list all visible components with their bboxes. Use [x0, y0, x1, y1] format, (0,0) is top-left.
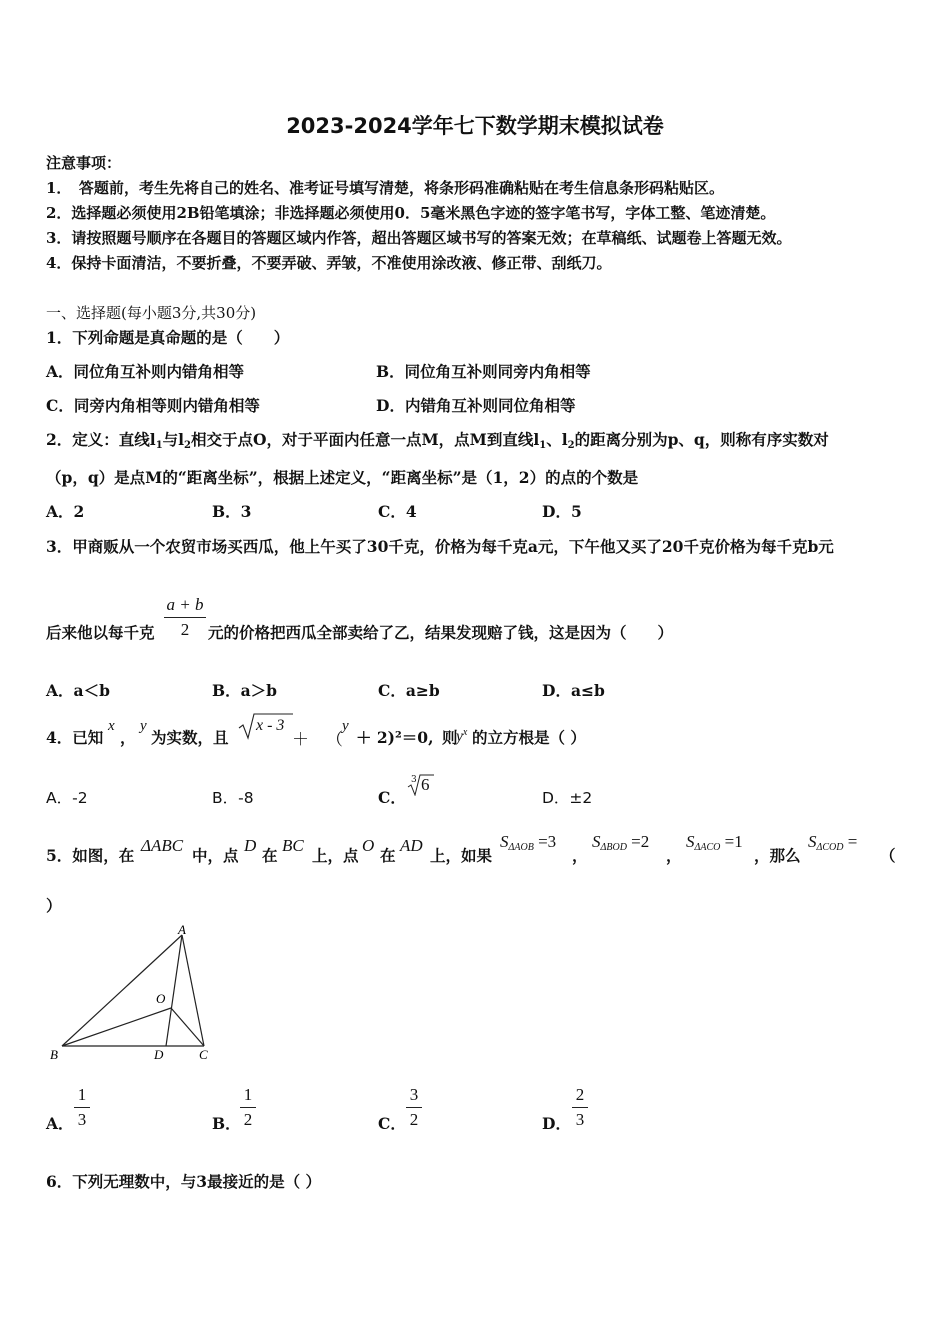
notice-item: 4．保持卡面清洁，不要折叠，不要弄破、弄皱，不准使用涂改液、修正带、刮纸刀。 — [46, 254, 612, 272]
q5-text-c: 在 — [262, 846, 278, 865]
q5-text-g: ，那么 — [754, 846, 801, 865]
label-d: D — [154, 1047, 164, 1062]
q2-text: 与l — [162, 430, 185, 449]
q1-option-d: D．内错角互补则同位角相等 — [376, 396, 576, 415]
fraction-denominator: 3 — [77, 1110, 87, 1129]
segment-oc — [171, 1008, 204, 1046]
fraction-bar — [572, 1107, 588, 1108]
q3-stem-line2b: 元的价格把西瓜全部卖给了乙，结果发现赔了钱，这是因为（ ） — [208, 623, 674, 642]
q5-close-paren: ） — [46, 896, 62, 915]
area-value: =2 — [631, 832, 650, 851]
q5-segment-ad: AD — [400, 836, 423, 855]
q1-option-b: B．同位角互补则同旁内角相等 — [376, 362, 591, 381]
q5-text-f: 上，如果 — [430, 846, 493, 865]
label-b: B — [50, 1047, 58, 1062]
label-c: C — [199, 1047, 208, 1062]
q2-option-a: A．2 — [46, 502, 85, 521]
q4-paren-open: （ — [326, 730, 343, 749]
notice-heading: 注意事项： — [46, 154, 122, 172]
q5-comma: ， — [666, 846, 682, 865]
q5-area-aco — [686, 832, 743, 853]
area-value: =1 — [724, 832, 743, 851]
cube-root-index: 3 — [411, 775, 417, 785]
q2-stem-line2: （p，q）是点M的“距离坐标”，根据上述定义，“距离坐标”是（1，2）的点的个数是 — [46, 468, 639, 487]
area-symbol: S — [592, 832, 601, 851]
q2-sub: 1 — [155, 440, 163, 451]
segment-ad — [166, 935, 182, 1046]
cube-root-body: 6 — [421, 775, 430, 794]
q4-option-b: B．-8 — [212, 789, 254, 807]
q4-sep: ， — [120, 728, 136, 747]
q4-text-a: 4．已知 — [46, 728, 104, 747]
area-symbol: S — [686, 832, 695, 851]
page-title: 2023-2024学年七下数学期末模拟试卷 — [286, 114, 664, 138]
fraction-bar — [240, 1107, 256, 1108]
q2-sub: 1 — [539, 440, 547, 451]
q4-text-b: 为实数，且 — [151, 728, 229, 747]
fraction-denominator: 3 — [575, 1110, 585, 1129]
q4-var-y: y — [140, 718, 147, 734]
fraction-denominator: 2 — [243, 1110, 253, 1129]
segment-ac — [182, 935, 204, 1046]
q4-var-y: y — [342, 718, 349, 734]
q2-option-c: C．4 — [378, 502, 417, 521]
q5-text-b: 中，点 — [192, 846, 239, 865]
q5-option-b-label: B． — [212, 1114, 241, 1133]
q4-option-c-label: C． — [378, 788, 406, 807]
q5-comma: ， — [572, 846, 588, 865]
area-symbol: S — [808, 832, 817, 851]
power-exponent: x — [462, 727, 468, 738]
q4-option-d: D．±2 — [542, 789, 593, 807]
q4-plus: ＋ — [292, 730, 309, 749]
q3-fraction — [164, 594, 206, 641]
notice-item: 1． 答题前，考生先将自己的姓名、准考证号填写清楚，将条形码准确粘贴在考生信息条形码粘贴区。 — [46, 179, 724, 197]
q5-option-c-fraction — [406, 1084, 422, 1131]
q6-stem: 6．下列无理数中，与3最接近的是（ ） — [46, 1172, 321, 1191]
q4-sqrt-body: x - 3 — [256, 717, 285, 734]
q3-option-b: B．a＞b — [212, 681, 277, 700]
fraction-bar — [406, 1107, 422, 1108]
q4-text-c: ＋ 2)²＝0, — [356, 728, 434, 747]
q5-text-e: 在 — [380, 846, 396, 865]
notice-item: 3．请按照题号顺序在各题目的答题区域内作答，超出答题区域书写的答案无效；在草稿纸、试题卷上答题无效。 — [46, 229, 792, 247]
q4-option-a: A．-2 — [46, 789, 88, 807]
q2-text: 相交于点O，对于平面内任意一点M，点M到直线l — [191, 430, 540, 449]
fraction-denominator: 2 — [409, 1110, 419, 1129]
area-value: =3 — [538, 832, 557, 851]
q5-option-b-fraction — [240, 1084, 256, 1131]
q5-option-d-fraction — [572, 1084, 588, 1131]
section-heading: 一、选择题(每小题3分,共30分) — [46, 304, 257, 322]
area-subscript: ΔACO — [694, 842, 721, 853]
q5-area-bod — [592, 832, 649, 853]
q2-option-b: B．3 — [212, 502, 252, 521]
fraction-numerator: a + b — [166, 595, 204, 614]
q4-power — [456, 726, 467, 746]
fraction-bar — [164, 617, 206, 618]
q2-stem-line1 — [46, 428, 829, 451]
q5-area-aob — [500, 832, 556, 853]
label-o: O — [156, 991, 166, 1006]
area-value: = — [847, 832, 858, 851]
q5-option-c-label: C． — [378, 1114, 406, 1133]
q5-text-h: （ — [880, 846, 896, 865]
q3-stem-line2a: 后来他以每千克 — [46, 623, 155, 642]
q2-sub: 2 — [184, 440, 192, 451]
q2-sub: 2 — [567, 440, 575, 451]
q5-text-a: 5．如图，在 — [46, 846, 135, 865]
q4-var-x: x — [108, 718, 115, 734]
area-symbol: S — [500, 832, 509, 851]
q2-text: 2．定义：直线l — [46, 430, 156, 449]
label-a: A — [178, 922, 186, 937]
area-subscript: ΔBOD — [600, 842, 627, 853]
q4-text-e: 的立方根是（ ） — [472, 728, 586, 747]
q3-stem-line1: 3．甲商贩从一个农贸市场买西瓜，他上午买了30千克，价格为每千克a元，下午他又买了20千克价格为每千克b元 — [46, 537, 834, 556]
fraction-numerator: 3 — [409, 1085, 419, 1104]
area-subscript: ΔCOD — [816, 842, 844, 853]
fraction-numerator: 1 — [243, 1085, 253, 1104]
q2-text: 、l — [546, 430, 568, 449]
notice-item: 2．选择题必须使用2B铅笔填涂；非选择题必须使用0．5毫米黑色字迹的签字笔书写，字体工整、笔迹清楚。 — [46, 204, 776, 222]
q3-option-a: A．a＜b — [46, 681, 110, 700]
triangle-figure — [44, 922, 224, 1067]
power-base: y — [456, 728, 463, 745]
q1-stem: 1．下列命题是真命题的是（ ） — [46, 328, 290, 347]
fraction-denominator: 2 — [180, 620, 190, 639]
q5-option-a-fraction — [74, 1084, 90, 1131]
q5-option-a-label: A． — [46, 1114, 74, 1133]
q5-triangle: ΔABC — [141, 836, 184, 855]
q5-text-d: 上，点 — [312, 846, 359, 865]
q1-option-c: C．同旁内角相等则内错角相等 — [46, 396, 260, 415]
q5-point-d: D — [244, 836, 257, 855]
area-subscript: ΔAOB — [508, 842, 534, 853]
q5-option-d-label: D． — [542, 1114, 571, 1133]
q5-point-o: O — [362, 836, 375, 855]
fraction-bar — [74, 1107, 90, 1108]
q2-option-d: D．5 — [542, 502, 582, 521]
q1-option-a: A．同位角互补则内错角相等 — [46, 362, 245, 381]
fraction-numerator: 1 — [77, 1085, 87, 1104]
q5-area-cod — [808, 832, 857, 853]
q3-option-d: D．a≤b — [542, 681, 605, 700]
q2-text: 的距离分别为p、q，则称有序实数对 — [574, 430, 829, 449]
segment-bo — [62, 1008, 171, 1046]
q4-text-d: 则 — [442, 728, 458, 747]
q5-segment-bc: BC — [282, 836, 304, 855]
fraction-numerator: 2 — [575, 1085, 585, 1104]
q3-option-c: C．a≥b — [378, 681, 440, 700]
